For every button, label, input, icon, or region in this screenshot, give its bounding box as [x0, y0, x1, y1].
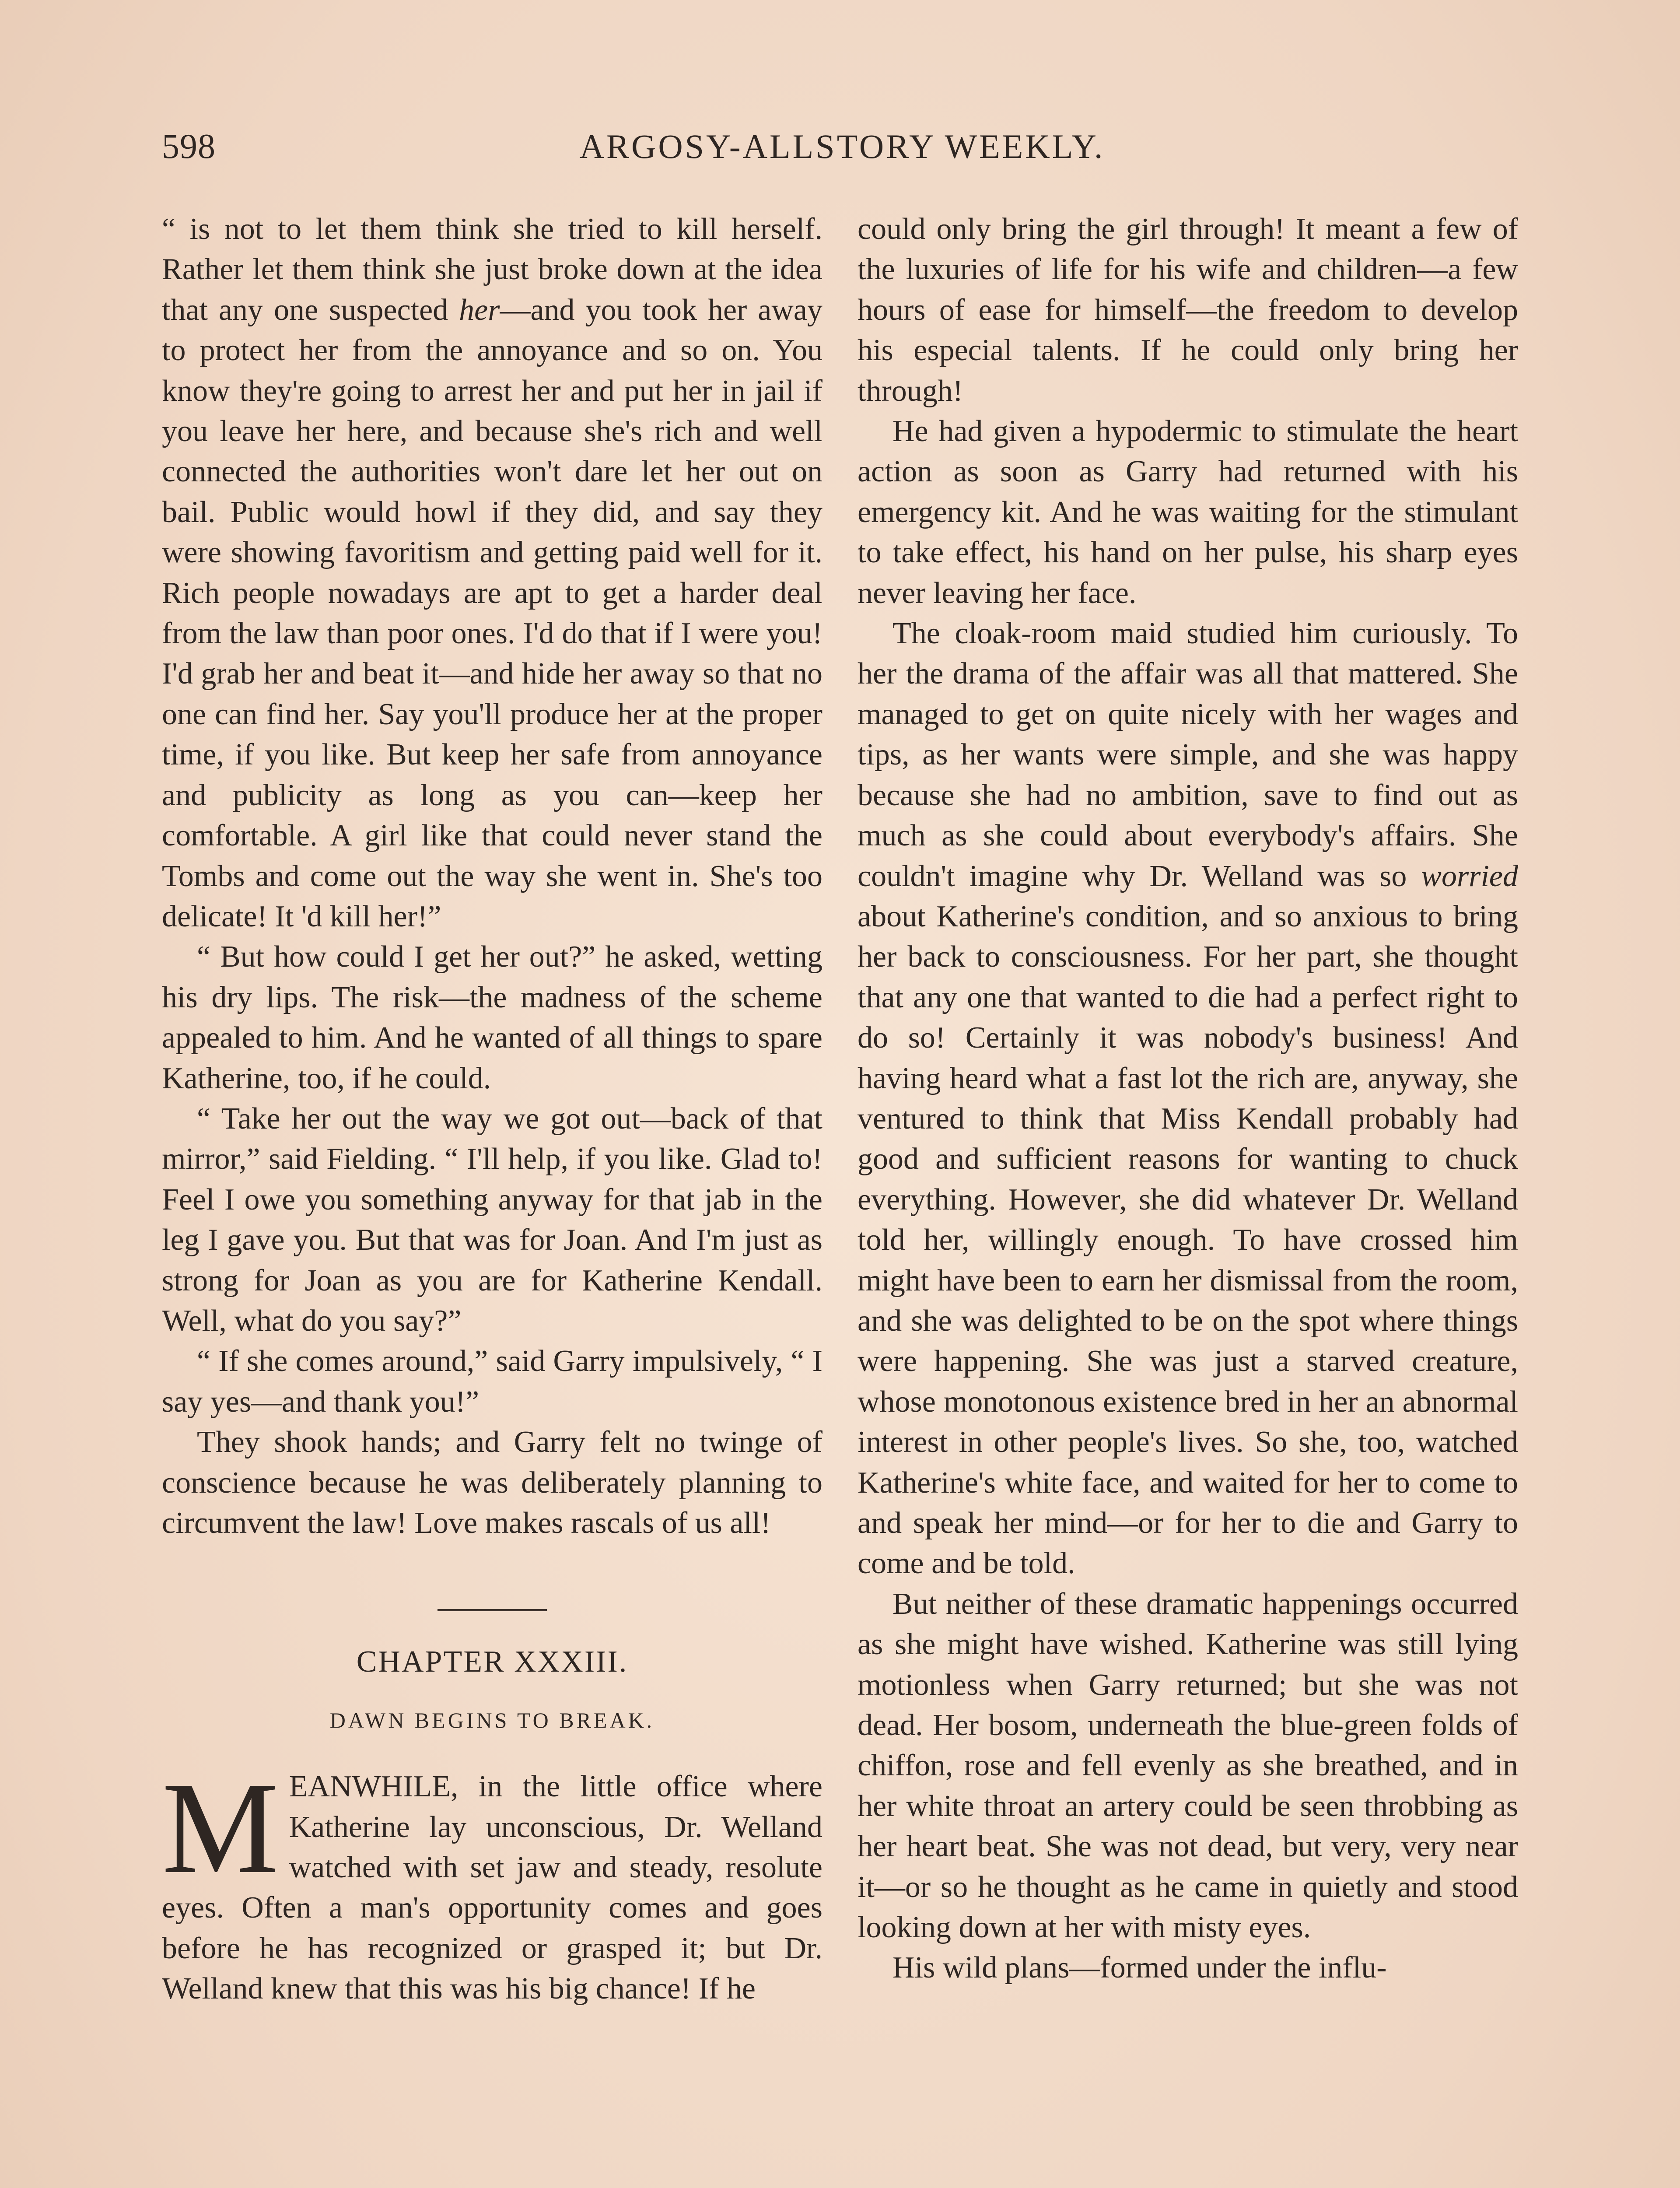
chapter-subtitle: DAWN BEGINS TO BREAK.: [329, 1708, 655, 1732]
paragraph: They shook hands; and Garry felt no twinge of conscience because he was deliberately planning to circumvent the law! Love makes rascals of us all!: [162, 1425, 822, 1540]
right-column: [858, 209, 1518, 1988]
paragraph: But neither of these dramatic happenings occurred as she might have wished. Katherine was still lying motionless when Garry returned; but she was not dead. Her bosom, underneath the blue-green folds of chiffon, rose and fell evenly as she breathed, and in her white throat an artery could be seen throbbing as her heart beat. She was not dead, but very, very near it—or so he thought as he came in quietly and stood looking down at her with misty eyes.: [858, 1587, 1518, 1945]
running-header: [162, 127, 1522, 179]
paragraph: The cloak-room maid studied him curiously. To her the drama of the affair was all that mattered. She managed to get on quite nicely with her wages and tips, as her wants were simple, and she was happy because she had no ambition, save to find out as much as she could about everybody's affairs. She couldn't imagine why Dr. Welland was so worried about Katherine's condition, and so anxious to bring her back to consciousness. For her part, she thought that any one that wanted to die had a perfect right to do so! Certainly it was nobody's business! And having heard what a fast lot the rich are, anyway, she ventured to think that Miss Kendall probably had good and sufficient reasons for wanting to chuck everything. However, she did whatever Dr. Welland told her, willingly enough. To have crossed him might have been to earn her dismissal from the room, and she was delighted to be on the spot where things were happening. She was just a starved creature, whose monotonous existence bred in her an abnormal interest in other people's lives. So she, too, watched Katherine's white face, and waited for her to come to and speak her mind—or for her to die and Garry to come and be told.: [858, 617, 1518, 1581]
chapter-opening-paragraph: MEANWHILE, in the little office where Katherine lay unconscious, Dr. Welland watched with set jaw and steady, resolute eyes. Often a man's opportunity comes and goes before he has recognized or grasped it; but Dr. Welland knew that this was his big chance! If he: [162, 1755, 822, 2006]
paragraph: His wild plans—formed under the influ-: [892, 1951, 1387, 1985]
paragraph: “ Take her out the way we got out—back of that mirror,” said Fielding. “ I'll help, if you like. Glad to! Feel I owe you something anyway for that jab in the leg I gave you. But that was for Joan. And I'm just as strong for Joan as you are for Katherine Kendall. Well, what do you say?”: [162, 1101, 822, 1338]
paragraph: “ is not to let them think she tried to kill herself. Rather let them think she just broke down at the idea that any one suspected her—and you took her away to protect her from the annoyance and so on. You know they're going to arrest her and put her in jail if you leave her here, and because she's rich and well connected the authorities won't dare let her out on bail. Public would howl if they did, and say they were showing favoritism and getting paid well for it. Rich people nowadays are apt to get a harder deal from the law than poor ones. I'd do that if I were you! I'd grab her and beat it—and hide her away so that no one can find her. Say you'll produce her at the proper time, if you like. But keep her safe from annoyance and publicity as long as you can—keep her comfortable. A girl like that could never stand the Tombs and come out the way she went in. She's too delicate! It 'd kill her!”: [162, 212, 822, 933]
chapter-title: CHAPTER XXXIII.: [356, 1645, 628, 1679]
paragraph: “ If she comes around,” said Garry impulsively, “ I say yes—and thank you!”: [162, 1344, 822, 1419]
page-number: 598: [162, 127, 216, 166]
drop-cap: M: [162, 1755, 279, 1901]
paragraph: could only bring the girl through! It meant a few of the luxuries of life for his wife and children—a few hours of ease for himself—the freedom to develop his especial talents. If he could only bring her through!: [858, 212, 1518, 408]
section-divider: [438, 1609, 547, 1611]
italic-emphasis: her: [459, 293, 500, 327]
italic-emphasis: worried: [1421, 859, 1518, 893]
publication-title: ARGOSY-ALLSTORY WEEKLY.: [579, 127, 1105, 165]
left-column: [162, 209, 822, 2009]
paragraph: “ But how could I get her out?” he asked, wetting his dry lips. The risk—the madness of the scheme appealed to him. And he wanted of all things to spare Katherine, too, if he could.: [162, 940, 822, 1095]
paragraph: He had given a hypodermic to stimulate the heart action as soon as Garry had returned with his emergency kit. And he was waiting for the stimulant to take effect, his hand on her pulse, his sharp eyes never leaving her face.: [858, 414, 1518, 610]
